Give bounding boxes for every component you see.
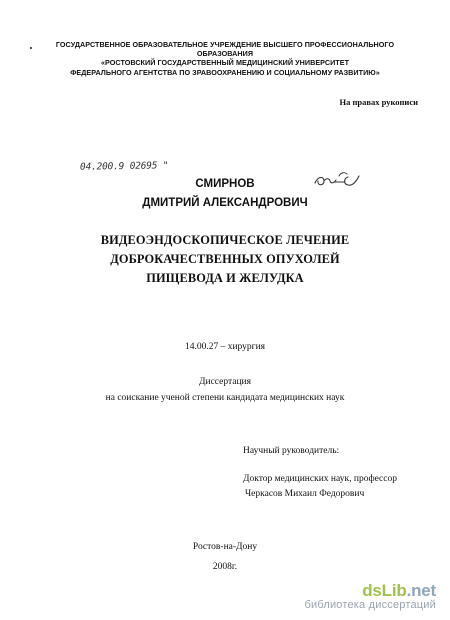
watermark-brand-part2: .net	[406, 581, 436, 600]
library-stamp-number: 04.200.9 02695 "	[79, 160, 169, 173]
manuscript-rights-note: На правах рукописи	[339, 97, 418, 107]
document-type: Диссертация	[199, 377, 251, 387]
title-line-1: ВИДЕОЭНДОСКОПИЧЕСКОЕ ЛЕЧЕНИЕ	[100, 233, 350, 247]
supervisor-degree: Доктор медицинских наук, профессор	[243, 474, 397, 484]
supervisor-label: Научный руководитель:	[243, 446, 340, 456]
author-surname: СМИРНОВ	[195, 178, 255, 190]
header-line-4: ФЕДЕРАЛЬНОГО АГЕНТСТВА ПО ЗРАВООХРАНЕНИЮ И СОЦИАЛЬНОМУ РАЗВИТИЮ»	[70, 67, 380, 77]
institution-header	[0, 40, 450, 77]
watermark-brand-link[interactable]	[362, 581, 436, 601]
degree-sought: на соискание ученой степени кандидата медицинских наук	[105, 393, 345, 403]
dissertation-title	[0, 231, 450, 288]
author-given-names: ДМИТРИЙ АЛЕКСАНДРОВИЧ	[142, 197, 308, 209]
specialty-code: 14.00.27 – хирургия	[184, 342, 266, 352]
handwritten-signature	[312, 168, 362, 192]
header-line-1: ГОСУДАРСТВЕННОЕ ОБРАЗОВАТЕЛЬНОЕ УЧРЕЖДЕНИЕ ВЫСШЕГО ПРОФЕССИОНАЛЬНОГО	[55, 40, 395, 49]
watermark-subtitle: библиотека диссертаций	[304, 599, 436, 611]
header-line-3: «РОСТОВСКИЙ ГОСУДАРСТВЕННЫЙ МЕДИЦИНСКИЙ УНИВЕРСИТЕТ	[100, 58, 350, 68]
supervisor-name: Черкасов Михаил Федорович	[245, 489, 365, 499]
watermark-brand-part1: dsLib	[362, 581, 407, 600]
title-line-3: ПИЩЕВОДА И ЖЕЛУДКА	[146, 271, 304, 285]
header-line-2: ОБРАЗОВАНИЯ	[196, 49, 254, 59]
title-line-2: ДОБРОКАЧЕСТВЕННЫХ ОПУХОЛЕЙ	[110, 252, 340, 266]
year: 2008г.	[212, 562, 238, 572]
city: Ростов-на-Дону	[192, 542, 258, 552]
